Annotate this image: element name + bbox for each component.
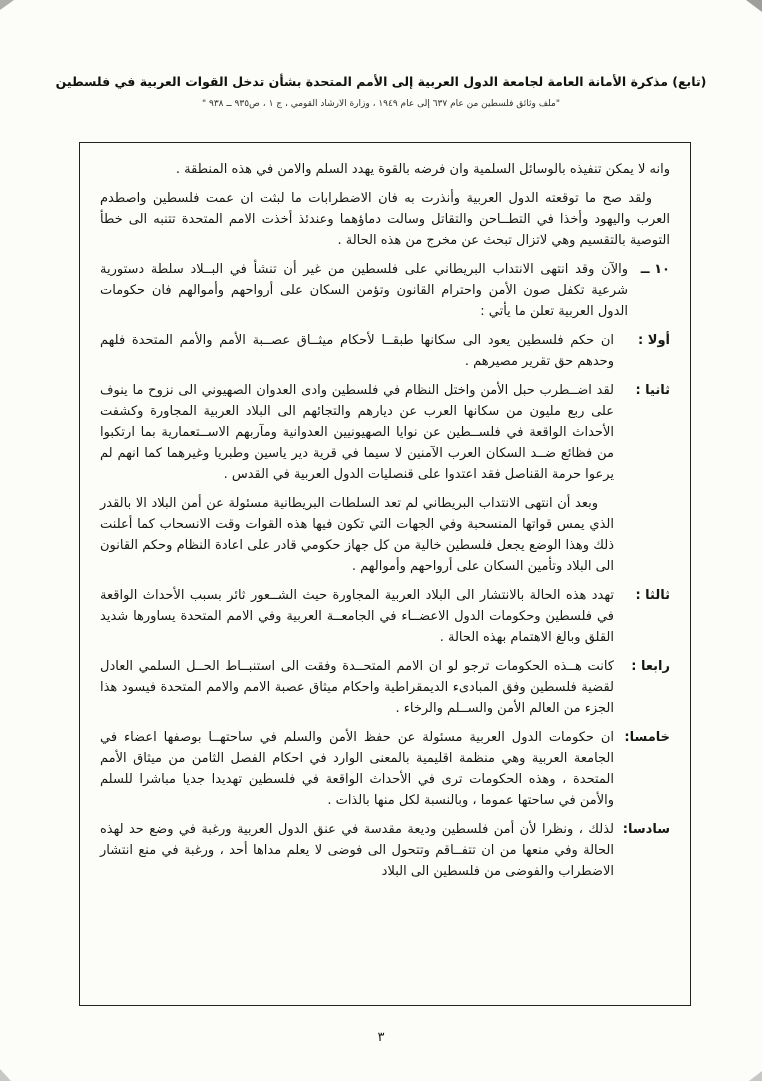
scan-corner-artifact-bottom-left [0, 1069, 11, 1081]
scan-corner-artifact-top-right [746, 0, 762, 12]
clause-fourth [100, 656, 670, 719]
document-body-frame [79, 142, 691, 1006]
page-header [40, 74, 722, 109]
clause-label: سادسا: [622, 822, 670, 837]
document-title: (تابع) مذكرة الأمانة العامة لجامعة الدول العربية إلى الأمم المتحدة بشأن تدخل القوات العربية في فلسطين [55, 74, 707, 89]
page-number: ٣ [377, 1030, 385, 1045]
clause-label: ثانيا : [635, 383, 670, 398]
para-partition-warning: ولقد صح ما توقعته الدول العربية وأنذرت به فان الاضطرابات ما لبثت ان عمت فلسطين واصطدم العرب واليهود وأخذا في التطــاحن والتقاتل وسالت دماؤهما وعندئذ أخذت الامم المتحدة تتنبه الى خطأ التوصية بالتقسيم وهي لاتزال تبحث عن مخرج من هذه الحالة . [100, 191, 670, 248]
scan-corner-artifact-bottom-right [749, 1071, 762, 1081]
clause-label: ١٠ ــ [640, 262, 670, 277]
clause-text: لذلك ، ونظرا لأن أمن فلسطين وديعة مقدسة في عنق الدول العربية ورغبة في وضع حد لهذه الحالة وفي منعها من ان تتفــاقم وتتحول الى فوضى لا يعلم مداها أحد ، ورغبة في منع انتشار الاضطراب والفوضى من فلسطين الى البلاد [100, 822, 614, 879]
clause-text: والآن وقد انتهى الانتداب البريطاني على فلسطين من غير أن تنشأ في البــلاد سلطة دستورية شرعية تكفل صون الأمن واحترام القانون وتؤمن السكان على أرواحهم وأموالهم فان حكومات الدول العربية تعلن ما يأتي : [100, 262, 628, 319]
scan-corner-artifact-top-left [0, 0, 14, 10]
clause-text: ان حكم فلسطين يعود الى سكانها طبقــا لأحكام ميثــاق عصــبة الأمم والأمم المتحدة فلهم وحدهم حق تقرير مصيرهم . [100, 333, 614, 369]
clause-sixth [100, 819, 670, 882]
clause-first [100, 330, 670, 372]
clause-10 [100, 259, 670, 322]
clause-second-continuation: وبعد أن انتهى الانتداب البريطاني لم تعد السلطات البريطانية مسئولة عن أمن البلاد الا بالقدر الذي يمس قواتها المنسحبة وفي الجهات التي تكون فيها هذه القوات وقت الانسحاب كما أعلنت ذلك وهذا الوضع يجعل فلسطين خالية من كل جهاز حكومي قادر على اعادة النظام وحكم القانون الى البلاد وتأمين السكان على أرواحهم وأموالهم . [100, 496, 614, 574]
clause-third [100, 585, 670, 648]
clause-text: ان حكومات الدول العربية مسئولة عن حفظ الأمن والسلم في ساحتهــا بوصفها اعضاء في الجامعة العربية وهي منظمة اقليمية بالمعنى الوارد في احكام الفصل الثامن من ميثاق الأمم المتحدة ، وهذه الحكومات ترى في الأحداث الواقعة في فلسطين تهديدا جديا مباشرا للسلم والأمن في ساحتها عموما ، وبالنسبة لكل منها بالذات . [100, 730, 614, 808]
clause-text: كانت هــذه الحكومات ترجو لو ان الامم المتحــدة وفقت الى استنبــاط الحــل السلمي العادل لقضية فلسطين وفق المبادىء الديمقراطية واحكام ميثاق عصبة الامم والامم المتحدة فيسود هذا الجزء من العالم الأمن والســلم والرخاء . [100, 659, 614, 716]
clause-label: خامسا: [624, 730, 670, 745]
clause-label: ثالثا : [635, 588, 670, 603]
clause-text: لقد اضــطرب حبل الأمن واختل النظام في فلسطين وادى العدوان الصهيوني الى نزوح ما ينوف على ربع مليون من سكانها العرب عن ديارهم والتجائهم الى البلاد العربية المجاورة وكشفت الأحداث الواقعة في فلســطين عن نوايا الصهيونيين العدوانية ومآربهم الاســتعمارية بما ارتكبوا من فظائع ضــد السكان العرب الآمنين لا سيما في قرية دير ياسين وطبريا وغيرهما كما انهم لم يرعوا حرمة القناصل فقد اعتدوا على قنصليات الدول العربية في القدس . [100, 383, 614, 482]
clause-second [100, 380, 670, 485]
clause-text: تهدد هذه الحالة بالانتشار الى البلاد العربية المجاورة حيث الشــعور ثائر بسبب الأحداث الواقعة في فلسطين وحكومات الدول الاعضــاء في الجامعــة العربية وفي الامم المتحدة يساورها شديد القلق وبالغ الاهتمام بهذه الحالة . [100, 588, 614, 645]
clause-fifth [100, 727, 670, 811]
source-citation: "ملف وثائق فلسطين من عام ٦٣٧ إلى عام ١٩٤٩ ، وزارة الارشاد القومي ، ج ١ ، ص٩٣٥ ــ ٩٣٨ " [202, 99, 560, 109]
clause-label: أولا : [638, 333, 670, 348]
para-continuation-top: وانه لا يمكن تنفيذه بالوسائل السلمية وان فرضه بالقوة يهدد السلم والامن في هذه المنطقة . [175, 162, 670, 177]
clause-label: رابعا : [631, 659, 670, 674]
